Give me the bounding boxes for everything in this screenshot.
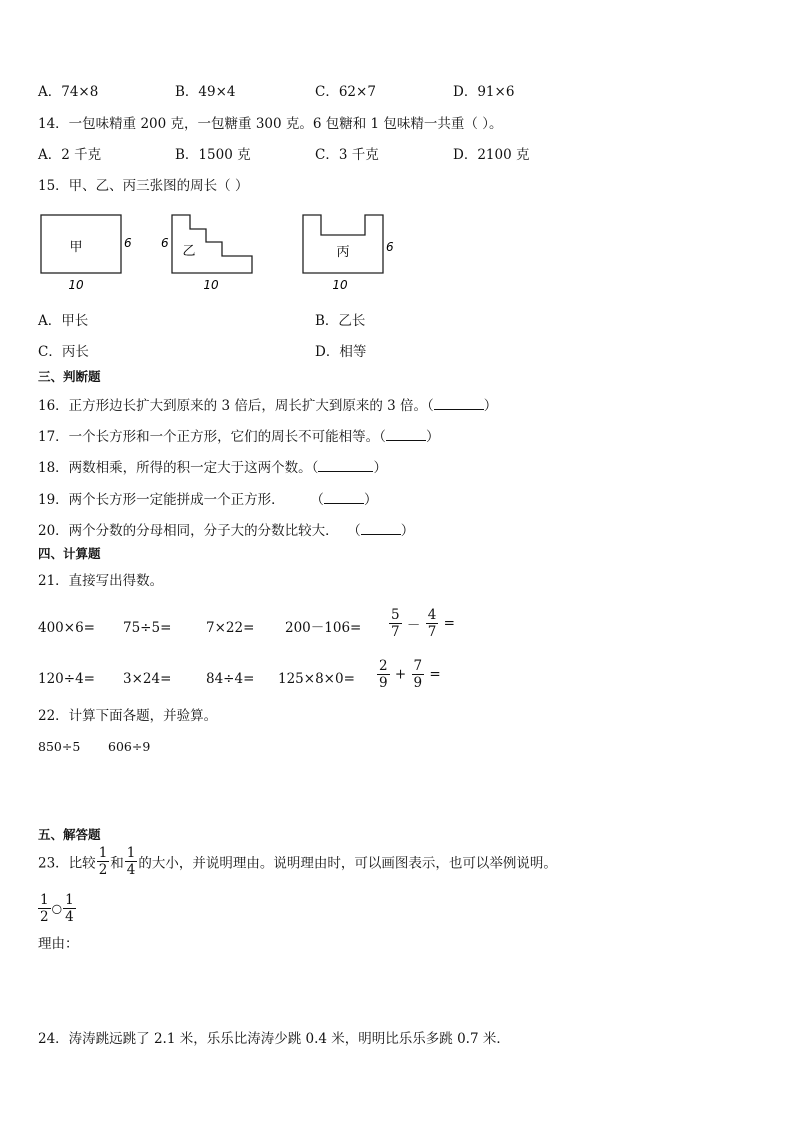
q23-and: 和 <box>110 855 124 872</box>
fraction-one-half <box>97 845 110 878</box>
q18-close: ） <box>373 460 387 476</box>
operator: + <box>394 666 407 683</box>
q16-answer-blank[interactable] <box>434 395 484 410</box>
q14-option-a[interactable]: A．2 千克 <box>38 147 102 163</box>
q17-close: ） <box>425 429 440 445</box>
q15-option-b[interactable]: B．乙长 <box>315 313 366 329</box>
q20-close: ） <box>400 523 415 539</box>
figure-yi-width: 10 <box>203 278 219 292</box>
q21-row2-item4: 125×8×0= <box>278 671 355 687</box>
q21-row2-item3: 84÷4= <box>206 671 255 687</box>
q13-option-a[interactable]: A．74×8 <box>38 84 99 100</box>
fraction <box>377 658 390 691</box>
q13-option-c[interactable]: C．62×7 <box>315 84 376 100</box>
q23-comparison <box>37 892 77 925</box>
q22-question: 22．计算下面各题，并验算。 <box>38 708 218 724</box>
q14-option-d[interactable]: D．2100 克 <box>453 147 530 163</box>
q14-option-c[interactable]: C．3 千克 <box>315 147 379 163</box>
q23-reason-label: 理由： <box>38 936 79 952</box>
q17-statement <box>38 426 439 446</box>
denominator: 2 <box>98 862 108 878</box>
fraction <box>426 607 439 640</box>
figure-jia <box>41 215 132 292</box>
figure-bing-label: 丙 <box>336 245 350 260</box>
q21-row1-item4: 200－106= <box>285 620 362 636</box>
fraction-one-quarter <box>125 845 138 878</box>
q20-text: 20．两个分数的分母相同，分子大的分数比较大． （ <box>38 523 361 539</box>
q21-row2-item2: 3×24= <box>123 671 172 687</box>
figure-bing <box>303 215 394 292</box>
equals-sign: = <box>443 615 455 632</box>
q15-option-a[interactable]: A．甲长 <box>38 313 89 329</box>
figure-bing-height: 6 <box>386 240 394 254</box>
q21-row1-item1: 400×6= <box>38 620 95 636</box>
numerator: 1 <box>65 892 74 908</box>
numerator: 1 <box>126 845 136 861</box>
q19-statement <box>38 489 377 509</box>
numerator: 4 <box>427 607 437 623</box>
q21-row1-item2: 75÷5= <box>123 620 172 636</box>
q14-option-b[interactable]: B．1500 克 <box>175 147 251 163</box>
q16-close: ） <box>483 398 498 414</box>
section-3-heading: 三、判断题 <box>38 369 101 384</box>
q20-answer-blank[interactable] <box>361 520 401 535</box>
fraction <box>389 607 402 640</box>
numerator: 1 <box>40 892 49 908</box>
q23-suffix: 的大小，并说明理由。说明理由时，可以画图表示，也可以举例说明。 <box>138 855 557 872</box>
denominator: 9 <box>413 675 423 691</box>
fraction <box>412 658 425 691</box>
denominator: 4 <box>65 909 74 925</box>
numerator: 5 <box>391 607 400 623</box>
q13-option-d[interactable]: D．91×6 <box>453 84 515 100</box>
denominator: 9 <box>379 675 388 691</box>
q20-statement <box>38 520 414 540</box>
equals-sign: = <box>429 666 441 683</box>
q24-question: 24．涛涛跳远跳了 2.1 米，乐乐比涛涛少跳 0.4 米，明明比乐乐多跳 0.7 米． <box>38 1031 510 1047</box>
q22-item1: 850÷5 <box>38 739 81 754</box>
q21-row1-fraction-expr <box>388 607 455 640</box>
q17-answer-blank[interactable] <box>386 426 426 441</box>
fraction-one-half <box>38 892 51 925</box>
figure-bing-width: 10 <box>332 278 348 292</box>
figure-jia-label: 甲 <box>69 240 83 255</box>
q22-item2: 606÷9 <box>108 739 151 754</box>
q21-question: 21．直接写出得数。 <box>38 573 164 589</box>
q21-row1-item3: 7×22= <box>206 620 255 636</box>
numerator: 7 <box>413 658 423 674</box>
compare-circle[interactable]: ○ <box>51 901 63 916</box>
q23-prefix: 23．比较 <box>38 855 96 872</box>
q21-row2-fraction-expr <box>376 658 441 691</box>
q16-text: 16．正方形边长扩大到原来的 3 倍后，周长扩大到原来的 3 倍。（ <box>38 398 434 414</box>
q21-row2-item1: 120÷4= <box>38 671 95 687</box>
q15-option-d[interactable]: D．相等 <box>315 344 367 360</box>
figure-jia-width: 10 <box>68 278 84 292</box>
numerator: 2 <box>379 658 388 674</box>
q18-statement <box>38 457 387 477</box>
figure-jia-height: 6 <box>124 236 132 250</box>
q18-text: 18．两数相乘，所得的积一定大于这两个数。（ <box>38 460 319 476</box>
section-5-heading: 五、解答题 <box>38 827 101 842</box>
q18-answer-blank[interactable] <box>318 457 373 472</box>
q15-question: 15．甲、乙、丙三张图的周长（ ） <box>38 178 249 194</box>
q17-text: 17．一个长方形和一个正方形，它们的周长不可能相等。（ <box>38 429 386 445</box>
figure-yi-height: 6 <box>161 236 169 250</box>
denominator: 2 <box>40 909 49 925</box>
section-4-heading: 四、计算题 <box>38 546 101 561</box>
q15-figures <box>30 205 410 297</box>
q23-question <box>38 845 557 878</box>
denominator: 4 <box>126 862 136 878</box>
fraction-one-quarter <box>63 892 76 925</box>
q19-answer-blank[interactable] <box>324 489 364 504</box>
q16-statement <box>38 395 497 415</box>
operator: － <box>406 617 421 634</box>
denominator: 7 <box>391 624 400 640</box>
numerator: 1 <box>98 845 108 861</box>
figure-yi-label: 乙 <box>182 244 196 259</box>
q15-option-c[interactable]: C．丙长 <box>38 344 89 360</box>
q14-question: 14．一包味精重 200 克，一包糖重 300 克。6 包糖和 1 包味精一共重（ ）。 <box>38 116 503 132</box>
denominator: 7 <box>427 624 437 640</box>
q19-text: 19．两个长方形一定能拼成一个正方形． （ <box>38 492 324 508</box>
q19-close: ） <box>363 492 378 508</box>
q13-option-b[interactable]: B．49×4 <box>175 84 236 100</box>
figure-yi <box>161 215 252 292</box>
